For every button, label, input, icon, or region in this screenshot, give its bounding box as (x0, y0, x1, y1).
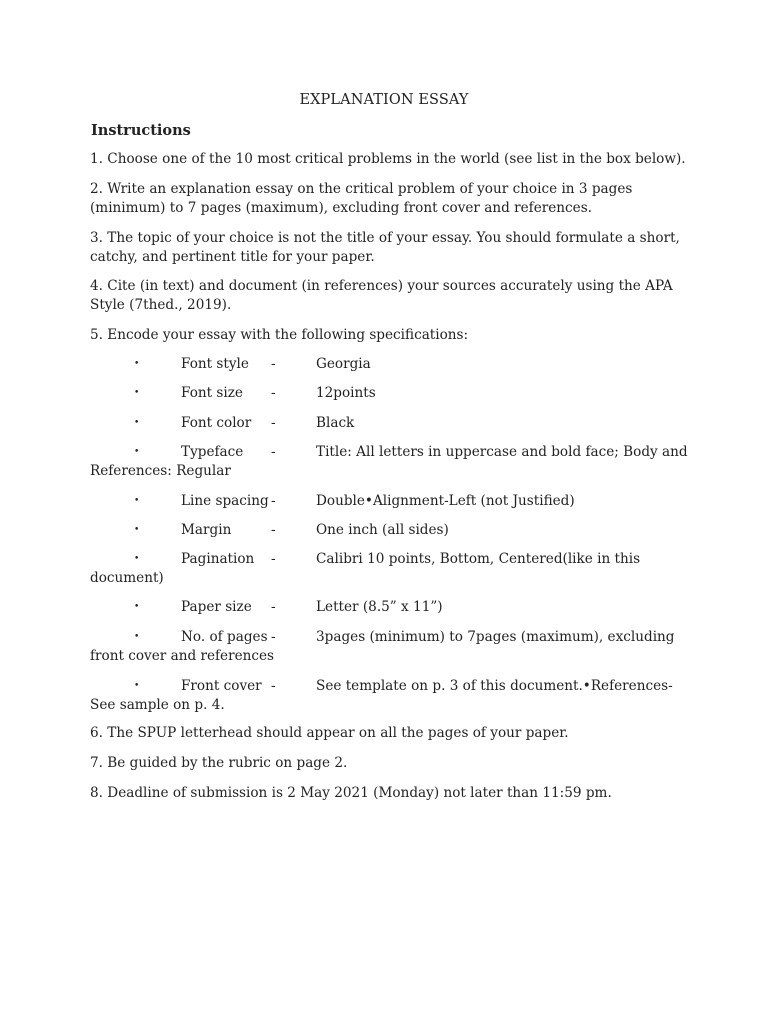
spec-row-pagination (90, 550, 690, 588)
spec-row-font-color (90, 414, 690, 433)
instruction-item-4: 4. Cite (in text) and document (in references) your sources accurately using the APA Style (7thed., 2019). (90, 278, 673, 313)
instruction-item-1: 1. Choose one of the 10 most critical problems in the world (see list in the box below). (90, 151, 686, 167)
spec-row-font-style (90, 355, 690, 374)
bullet-icon: • (134, 602, 140, 612)
spec-dash: - (271, 415, 276, 431)
spec-dash: - (271, 444, 276, 460)
bullet-icon: • (134, 681, 140, 691)
instruction-item-2: 2. Write an explanation essay on the critical problem of your choice in 3 pages (minimum) to 7 pages (maximum), excluding front cover and references. (90, 181, 633, 216)
spec-value: See template on p. 3 of this document.•References-See sample on p. 4. (90, 678, 673, 713)
instruction-item-7: 7. Be guided by the rubric on page 2. (90, 755, 348, 771)
spec-value: 12points (316, 385, 376, 401)
spec-value: One inch (all sides) (316, 522, 449, 538)
spec-value: Georgia (316, 356, 371, 372)
spec-label: Paper size (181, 599, 252, 615)
instruction-item-3: 3. The topic of your choice is not the title of your essay. You should formulate a short, catchy, and pertinent title for your paper. (90, 230, 680, 265)
bullet-icon: • (134, 632, 140, 642)
spec-dash: - (271, 599, 276, 615)
spec-dash: - (271, 678, 276, 694)
spec-row-front-cover (90, 677, 690, 715)
spec-dash: - (271, 385, 276, 401)
spec-label: Front cover (181, 678, 262, 694)
spec-label: Typeface (181, 444, 244, 460)
spec-row-typeface (90, 443, 690, 481)
bullet-icon: • (134, 359, 140, 369)
spec-row-font-size (90, 384, 690, 403)
document-title: EXPLANATION ESSAY (299, 92, 469, 108)
spec-label: Margin (181, 522, 232, 538)
spec-row-margin (90, 521, 690, 540)
spec-label: No. of pages (181, 629, 268, 645)
instruction-item-6: 6. The SPUP letterhead should appear on all the pages of your paper. (90, 725, 569, 741)
bullet-icon: • (134, 496, 140, 506)
spec-dash: - (271, 522, 276, 538)
spec-value: Double•Alignment-Left (not Justified) (316, 493, 575, 509)
bullet-icon: • (134, 388, 140, 398)
spec-value: 3pages (minimum) to 7pages (maximum), excluding front cover and references (90, 629, 675, 664)
spec-dash: - (271, 493, 276, 509)
bullet-icon: • (134, 418, 140, 428)
bullet-icon: • (134, 447, 140, 457)
spec-value: Black (316, 415, 355, 431)
spec-value: Letter (8.5” x 11”) (316, 599, 443, 615)
spec-dash: - (271, 551, 276, 567)
spec-label: Font style (181, 356, 249, 372)
spec-row-no-of-pages (90, 628, 690, 666)
spec-label: Font size (181, 385, 243, 401)
spec-row-paper-size (90, 598, 690, 617)
instruction-item-8: 8. Deadline of submission is 2 May 2021 (Monday) not later than 11:59 pm. (90, 785, 612, 801)
spec-row-line-spacing (90, 492, 690, 511)
instruction-item-5: 5. Encode your essay with the following specifications: (90, 327, 469, 343)
spec-value: Calibri 10 points, Bottom, Centered(like in this document) (90, 551, 641, 586)
spec-label: Font color (181, 415, 252, 431)
spec-label: Pagination (181, 551, 255, 567)
spec-dash: - (271, 356, 276, 372)
instructions-heading: Instructions (91, 122, 191, 139)
spec-label: Line spacing (181, 493, 269, 509)
spec-dash: - (271, 629, 276, 645)
bullet-icon: • (134, 525, 140, 535)
spec-value: Title: All letters in uppercase and bold face; Body and References: Regular (90, 444, 688, 479)
bullet-icon: • (134, 554, 140, 564)
